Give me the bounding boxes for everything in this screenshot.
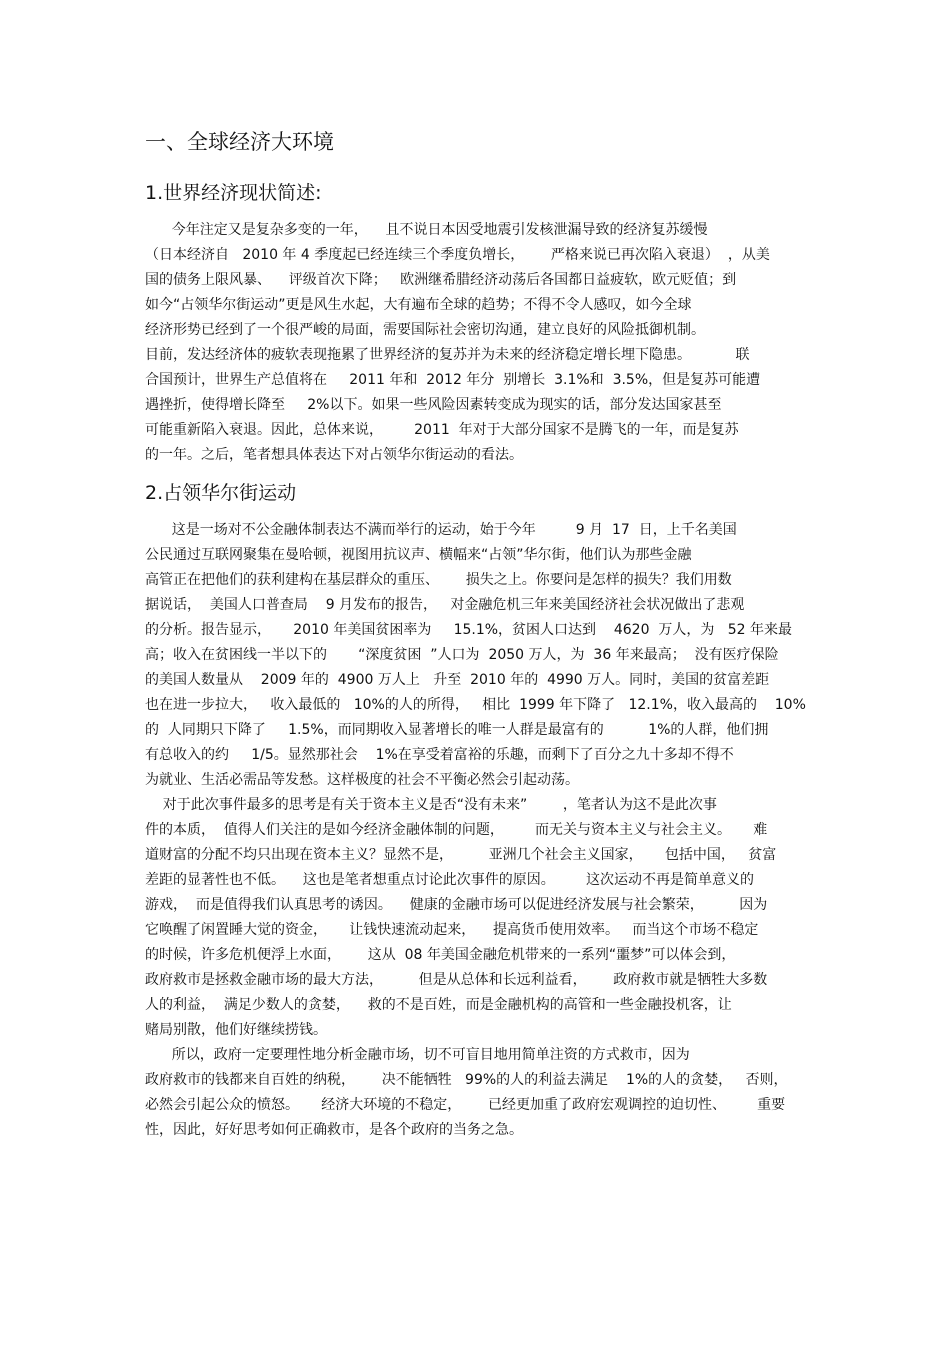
text-line: 赌局别散，他们好继续捞钱。: [145, 1022, 327, 1038]
paragraph-capitalism-reflection: [145, 793, 810, 1043]
section-1-heading: 一、全球经济大环境: [145, 130, 334, 154]
text-line: 的 人同期只下降了 1.5%，而同期收入显著增长的唯一人群是最富有的 1%的人群，他们拥: [145, 722, 769, 738]
text-line: 也在进一步拉大， 收入最低的 10%的人的所得， 相比 1999 年下降了 12.1%，收入最高的 10%: [145, 697, 806, 713]
text-line: 国的债务上限风暴、 评级首次下降； 欧洲继希腊经济动荡后各国都日益疲软，欧元贬值；到: [145, 272, 737, 288]
text-line: 高；收入在贫困线一半以下的 “深度贫困 ”人口为 2050 万人，为 36 年来最高； 没有医疗保险: [145, 647, 779, 663]
text-line: 道财富的分配不均只出现在资本主义？显然不是， 亚洲几个社会主义国家， 包括中国， 贫富: [145, 847, 777, 863]
text-line: （日本经济自 2010 年 4 季度起已经连续三个季度负增长， 严格来说已再次陷入衰退） ，从美: [145, 247, 770, 263]
text-line: 性，因此，好好思考如何正确救市，是各个政府的当务之急。: [145, 1122, 523, 1138]
text-line: 目前，发达经济体的疲软表现拖累了世界经济的复苏并为未来的经济稳定增长埋下隐患。 联: [145, 347, 750, 363]
paragraph-conclusion: [145, 1043, 810, 1143]
text-line: 对于此次事件最多的思考是有关于资本主义是否“没有未来” ，笔者认为这不是此次事: [145, 797, 717, 813]
text-line: 它唤醒了闲置睡大觉的资金， 让钱快速流动起来， 提高货币使用效率。 而当这个市场不稳定: [145, 922, 759, 938]
paragraph-world-economy: [145, 218, 810, 468]
text-line: 的分析。报告显示， 2010 年美国贫困率为 15.1%，贫困人口达到 4620 万人，为 52 年来最: [145, 622, 792, 638]
text-line: 这是一场对不公金融体制表达不满而举行的运动，始于今年 9 月 17 日，上千名美国: [145, 522, 737, 538]
text-line: 的时候，许多危机便浮上水面， 这从 08 年美国金融危机带来的一系列“噩梦”可以体会到，: [145, 947, 736, 963]
text-line: 件的本质， 值得人们关注的是如今经济金融体制的问题， 而无关与资本主义与社会主义。 难: [145, 822, 768, 838]
text-line: 的美国人数量从 2009 年的 4900 万人上 升至 2010 年的 4990 万人。同时，美国的贫富差距: [145, 672, 770, 688]
text-line: 人的利益， 满足少数人的贪婪， 救的不是百姓，而是金融机构的高管和一些金融投机客，让: [145, 997, 732, 1013]
text-line: 有总收入的约 1/5。显然那社会 1%在享受着富裕的乐趣，而剩下了百分之九十多却不得不: [145, 747, 734, 763]
section-1-1-heading: 1.世界经济现状简述:: [145, 182, 322, 204]
text-line: 据说话， 美国人口普查局 9 月发布的报告， 对金融危机三年来美国经济社会状况做出了悲观: [145, 597, 745, 613]
text-line: 经济形势已经到了一个很严峻的局面，需要国际社会密切沟通，建立良好的风险抵御机制。: [145, 322, 705, 338]
text-line: 政府救市是拯救金融市场的最大方法， 但是从总体和长远利益看， 政府救市就是牺牲大多数: [145, 972, 768, 988]
text-line: 高管正在把他们的获利建构在基层群众的重压、 损失之上。你要问是怎样的损失？我们用数: [145, 572, 732, 588]
text-line: 游戏， 而是值得我们认真思考的诱因。 健康的金融市场可以促进经济发展与社会繁荣， 因为: [145, 897, 768, 913]
paragraph-occupy-wall-street: [145, 518, 810, 793]
section-1-2-heading: 2.占领华尔街运动: [145, 482, 297, 504]
text-line: 必然会引起公众的愤怒。 经济大环境的不稳定， 已经更加重了政府宏观调控的迫切性、 重要: [145, 1097, 786, 1113]
text-line: 可能重新陷入衰退。因此，总体来说， 2011 年对于大部分国家不是腾飞的一年，而是复苏: [145, 422, 739, 438]
text-line: 遇挫折，使得增长降至 2%以下。如果一些风险因素转变成为现实的话，部分发达国家甚至: [145, 397, 722, 413]
text-line: 公民通过互联网聚集在曼哈顿，视图用抗议声、横幅来“占领”华尔街，他们认为那些金融: [145, 547, 692, 563]
text-line: 政府救市的钱都来自百姓的纳税， 决不能牺牲 99%的人的利益去满足 1%的人的贪婪， 否则，: [145, 1072, 788, 1088]
text-line: 差距的显著性也不低。 这也是笔者想重点讨论此次事件的原因。 这次运动不再是简单意义的: [145, 872, 754, 888]
text-line: 今年注定又是复杂多变的一年， 且不说日本因受地震引发核泄漏导致的经济复苏缓慢: [145, 222, 708, 238]
text-line: 的一年。之后，笔者想具体表达下对占领华尔街运动的看法。: [145, 447, 523, 463]
text-line: 为就业、生活必需品等发愁。这样极度的社会不平衡必然会引起动荡。: [145, 772, 579, 788]
text-line: 合国预计，世界生产总值将在 2011 年和 2012 年分 别增长 3.1%和 3.5%，但是复苏可能遭: [145, 372, 761, 388]
text-line: 所以，政府一定要理性地分析金融市场，切不可盲目地用简单注资的方式救市，因为: [145, 1047, 690, 1063]
text-line: 如今“占领华尔街运动”更是风生水起，大有遍布全球的趋势；不得不令人感叹，如今全球: [145, 297, 692, 313]
